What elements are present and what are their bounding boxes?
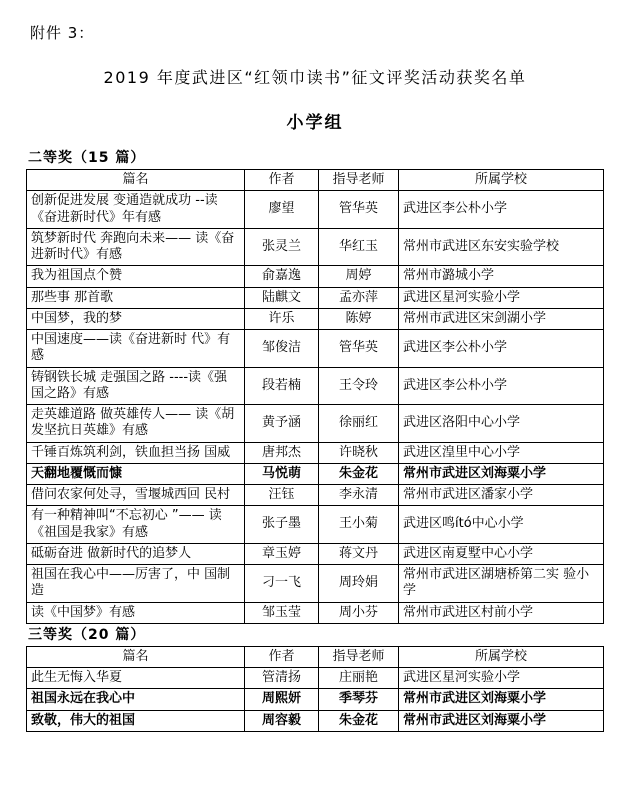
- cell-school: 常州市武进区湖塘桥第二实 验小学: [399, 565, 604, 603]
- cell-title: 砥砺奋进 做新时代的追梦人: [27, 543, 245, 564]
- cell-teacher: 许晓秋: [319, 442, 399, 463]
- cell-title: 我为祖国点个赞: [27, 266, 245, 287]
- cell-title: 创新促进发展 变通造就成功 --读《奋进新时代》年有感: [27, 191, 245, 229]
- table-row: [27, 689, 604, 710]
- cell-school: 武进区南夏墅中心小学: [399, 543, 604, 564]
- cell-author: 段若楠: [245, 367, 319, 405]
- cell-author: 张灵兰: [245, 228, 319, 266]
- cell-teacher: 李永清: [319, 485, 399, 506]
- column-header-title: 篇名: [27, 170, 245, 191]
- cell-author: 许乐: [245, 308, 319, 329]
- cell-author: 汪钰: [245, 485, 319, 506]
- cell-title: 千锤百炼筑利剑，铁血担当扬 国威: [27, 442, 245, 463]
- table-row: [27, 602, 604, 623]
- award-section-third-prize: [26, 624, 604, 732]
- cell-school: 武进区湟里中心小学: [399, 442, 604, 463]
- cell-teacher: 朱金花: [319, 463, 399, 484]
- cell-school: 常州市武进区潘家小学: [399, 485, 604, 506]
- cell-author: 管清扬: [245, 668, 319, 689]
- cell-school: 常州市武进区刘海粟小学: [399, 710, 604, 731]
- cell-title: 借问农家何处寻，雪堰城西回 民村: [27, 485, 245, 506]
- column-header-author: 作者: [245, 646, 319, 667]
- cell-school: 常州市武进区刘海粟小学: [399, 689, 604, 710]
- table-row: [27, 266, 604, 287]
- cell-teacher: 徐丽红: [319, 405, 399, 443]
- cell-title: 致敬，伟大的祖国: [27, 710, 245, 731]
- cell-author: 黄予涵: [245, 405, 319, 443]
- column-header-teacher: 指导老师: [319, 170, 399, 191]
- cell-title: 中国梦，我的梦: [27, 308, 245, 329]
- cell-school: 武进区李公朴小学: [399, 191, 604, 229]
- table-row: [27, 308, 604, 329]
- cell-teacher: 管华英: [319, 330, 399, 368]
- cell-school: 武进区星河实验小学: [399, 287, 604, 308]
- cell-school: 武进区星河实验小学: [399, 668, 604, 689]
- cell-author: 张子墨: [245, 506, 319, 544]
- section-heading: 二等奖（15 篇）: [28, 150, 146, 166]
- cell-title: 天翻地覆慨而慷: [27, 463, 245, 484]
- cell-teacher: 朱金花: [319, 710, 399, 731]
- cell-teacher: 华红玉: [319, 228, 399, 266]
- table-body: [27, 668, 604, 732]
- cell-teacher: 孟亦萍: [319, 287, 399, 308]
- cell-school: 常州市武进区东安实验学校: [399, 228, 604, 266]
- cell-teacher: 管华英: [319, 191, 399, 229]
- cell-school: 常州市潞城小学: [399, 266, 604, 287]
- cell-title: 中国速度——读《奋进新时 代》有感: [27, 330, 245, 368]
- cell-title: 铸钢铁长城 走强国之路 ----读《强国之路》有感: [27, 367, 245, 405]
- cell-school: 常州市武进区村前小学: [399, 602, 604, 623]
- section-heading: 三等奖（20 篇）: [28, 626, 146, 643]
- table-row: [27, 710, 604, 731]
- cell-author: 廖望: [245, 191, 319, 229]
- cell-school: 武进区洛阳中心小学: [399, 405, 604, 443]
- award-table-third-prize: [26, 646, 604, 732]
- cell-school: 武进区李公朴小学: [399, 330, 604, 368]
- column-header-teacher: 指导老师: [319, 646, 399, 667]
- cell-teacher: 王小菊: [319, 506, 399, 544]
- table-row: [27, 367, 604, 405]
- cell-author: 邹玉莹: [245, 602, 319, 623]
- column-header-author: 作者: [245, 170, 319, 191]
- cell-author: 唐邦杰: [245, 442, 319, 463]
- attachment-label: 附件 3：: [30, 24, 95, 42]
- award-table-second-prize: [26, 169, 604, 624]
- cell-teacher: 陈婷: [319, 308, 399, 329]
- column-header-title: 篇名: [27, 646, 245, 667]
- cell-title: 筑梦新时代 奔跑向未来—— 读《奋进新时代》有感: [27, 228, 245, 266]
- cell-teacher: 周小芬: [319, 602, 399, 623]
- table-row: [27, 191, 604, 229]
- table-row: [27, 228, 604, 266]
- cell-author: 俞嘉逸: [245, 266, 319, 287]
- cell-title: 读《中国梦》有感: [27, 602, 245, 623]
- cell-school: 武进区李公朴小学: [399, 367, 604, 405]
- table-row: [27, 565, 604, 603]
- cell-teacher: 季琴芬: [319, 689, 399, 710]
- cell-title: 祖国在我心中——厉害了，中 国制造: [27, 565, 245, 603]
- column-header-school: 所属学校: [399, 646, 604, 667]
- table-header: [27, 170, 604, 191]
- column-header-school: 所属学校: [399, 170, 604, 191]
- table-header: [27, 646, 604, 667]
- cell-author: 陆麒文: [245, 287, 319, 308]
- cell-school: 常州市武进区宋剑湖小学: [399, 308, 604, 329]
- table-row: [27, 442, 604, 463]
- cell-teacher: 庄丽艳: [319, 668, 399, 689]
- document-title: 2019 年度武进区“红领巾读书”征文评奖活动获奖名单: [103, 68, 527, 87]
- table-body: [27, 191, 604, 624]
- cell-author: 马悦萌: [245, 463, 319, 484]
- cell-title: 祖国永远在我心中: [27, 689, 245, 710]
- cell-author: 邹俊洁: [245, 330, 319, 368]
- table-row: [27, 330, 604, 368]
- table-header-row: [27, 170, 604, 191]
- table-header-row: [27, 646, 604, 667]
- table-row: [27, 463, 604, 484]
- cell-author: 刁一飞: [245, 565, 319, 603]
- cell-title: 那些事 那首歌: [27, 287, 245, 308]
- table-row: [27, 668, 604, 689]
- cell-title: 此生无悔入华夏: [27, 668, 245, 689]
- award-section-second-prize: [26, 147, 604, 624]
- cell-title: 走英雄道路 做英雄传人—— 读《胡发坚抗日英雄》有感: [27, 405, 245, 443]
- cell-school: 武进区鸣ító中心小学: [399, 506, 604, 544]
- cell-author: 周熙妍: [245, 689, 319, 710]
- cell-title: 有一种精神叫“不忘初心 ”—— 读《祖国是我家》有感: [27, 506, 245, 544]
- cell-author: 周容毅: [245, 710, 319, 731]
- table-row: [27, 405, 604, 443]
- table-row: [27, 543, 604, 564]
- table-row: [27, 506, 604, 544]
- table-row: [27, 485, 604, 506]
- cell-teacher: 周玲娟: [319, 565, 399, 603]
- cell-school: 常州市武进区刘海粟小学: [399, 463, 604, 484]
- group-title: 小学组: [286, 113, 344, 133]
- cell-author: 章玉婷: [245, 543, 319, 564]
- cell-teacher: 蒋文丹: [319, 543, 399, 564]
- cell-teacher: 王令玲: [319, 367, 399, 405]
- cell-teacher: 周婷: [319, 266, 399, 287]
- table-row: [27, 287, 604, 308]
